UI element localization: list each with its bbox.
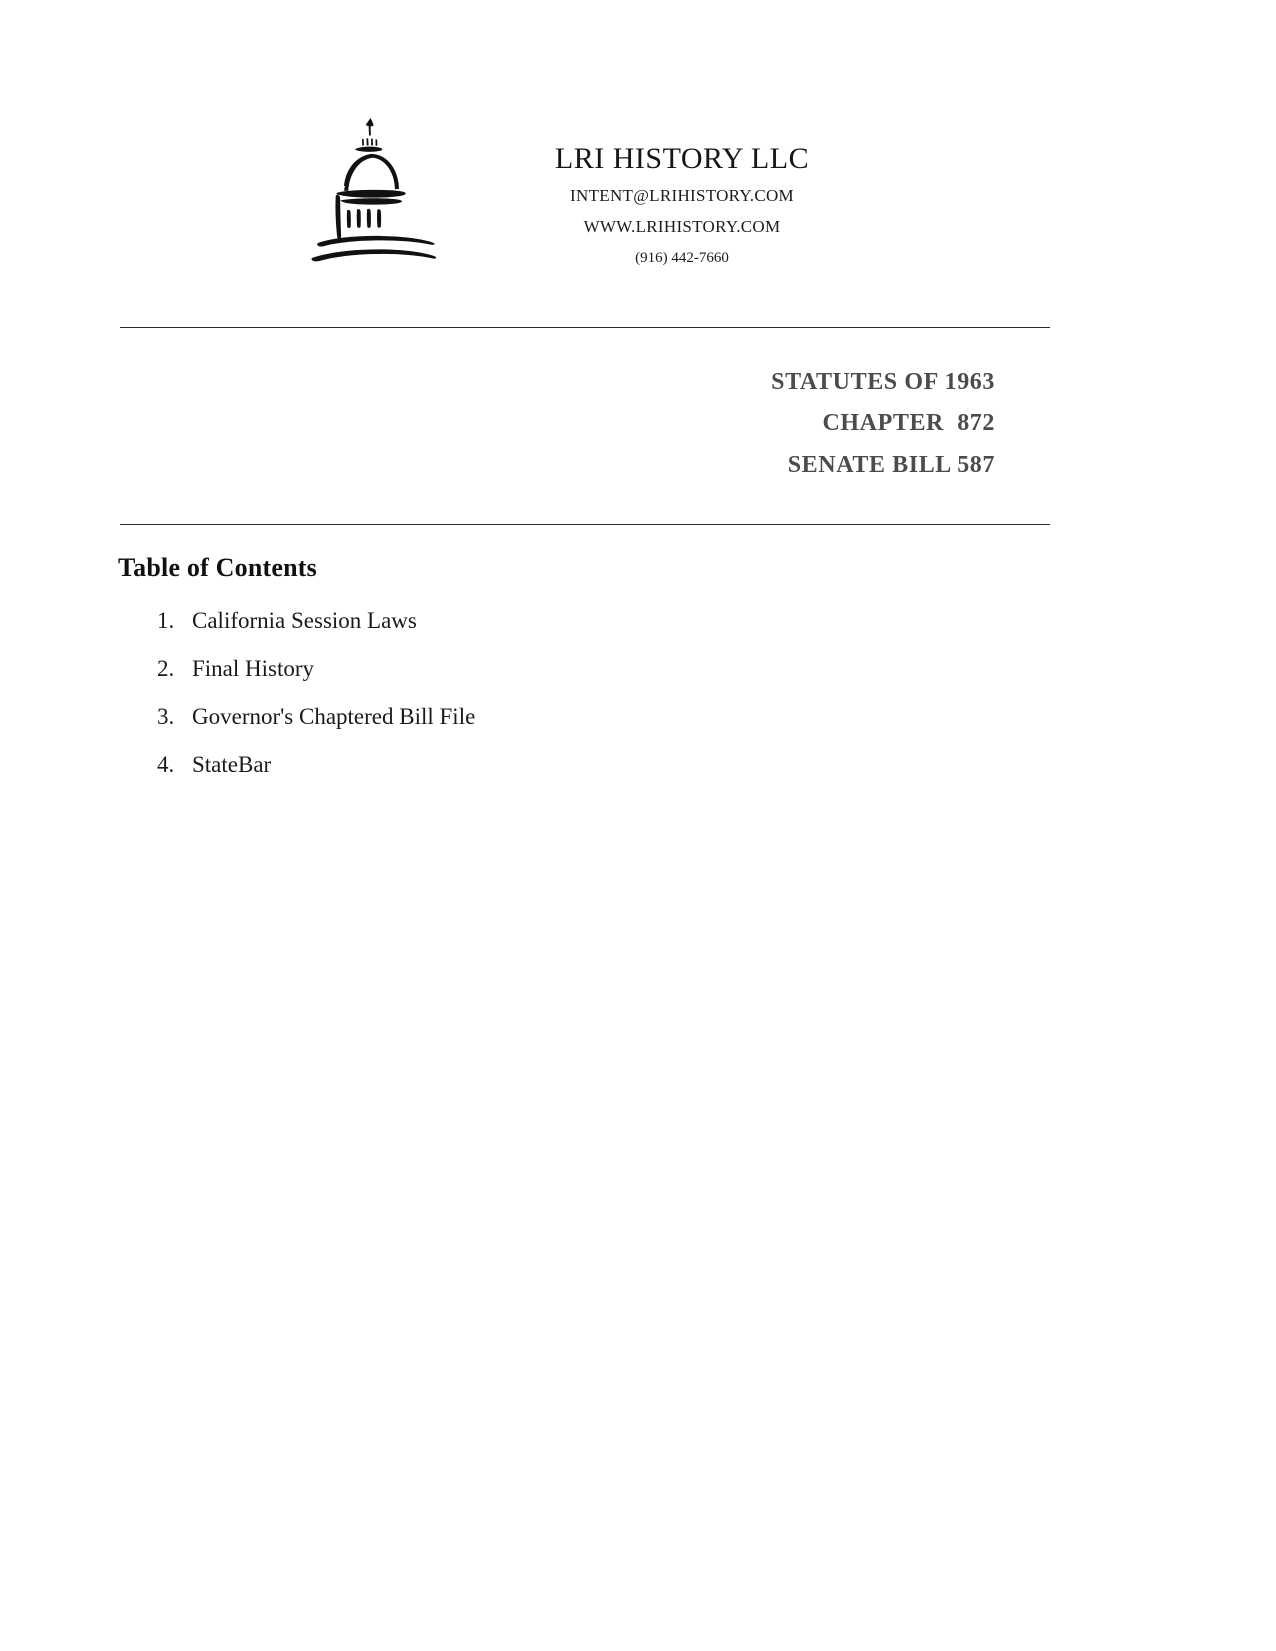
list-item[interactable]: 1. California Session Laws	[180, 609, 1018, 632]
header-divider-top	[120, 327, 1050, 328]
org-phone: (916) 442-7660	[635, 250, 729, 266]
table-of-contents	[118, 553, 1018, 801]
list-item[interactable]: 3. Governor's Chaptered Bill File	[180, 705, 1018, 728]
toc-heading: Table of Contents	[118, 553, 317, 582]
org-info	[472, 112, 892, 267]
header-divider-bottom	[120, 524, 1050, 525]
capitol-dome-icon	[300, 112, 440, 277]
document-title-block	[120, 362, 995, 486]
title-bill-number: SENATE BILL 587	[787, 451, 995, 478]
letterhead	[0, 0, 1276, 277]
title-statutes-year: STATUTES OF 1963	[771, 369, 995, 395]
title-chapter: CHAPTER 872	[822, 410, 995, 437]
org-email: INTENT@LRIHISTORY.COM	[570, 186, 794, 205]
toc-list	[118, 609, 1018, 776]
org-website: WWW.LRIHISTORY.COM	[583, 217, 781, 236]
org-name: LRI HISTORY LLC	[554, 142, 810, 175]
list-item[interactable]: 2. Final History	[180, 657, 1018, 680]
list-item[interactable]: 4. StateBar	[180, 753, 1018, 776]
